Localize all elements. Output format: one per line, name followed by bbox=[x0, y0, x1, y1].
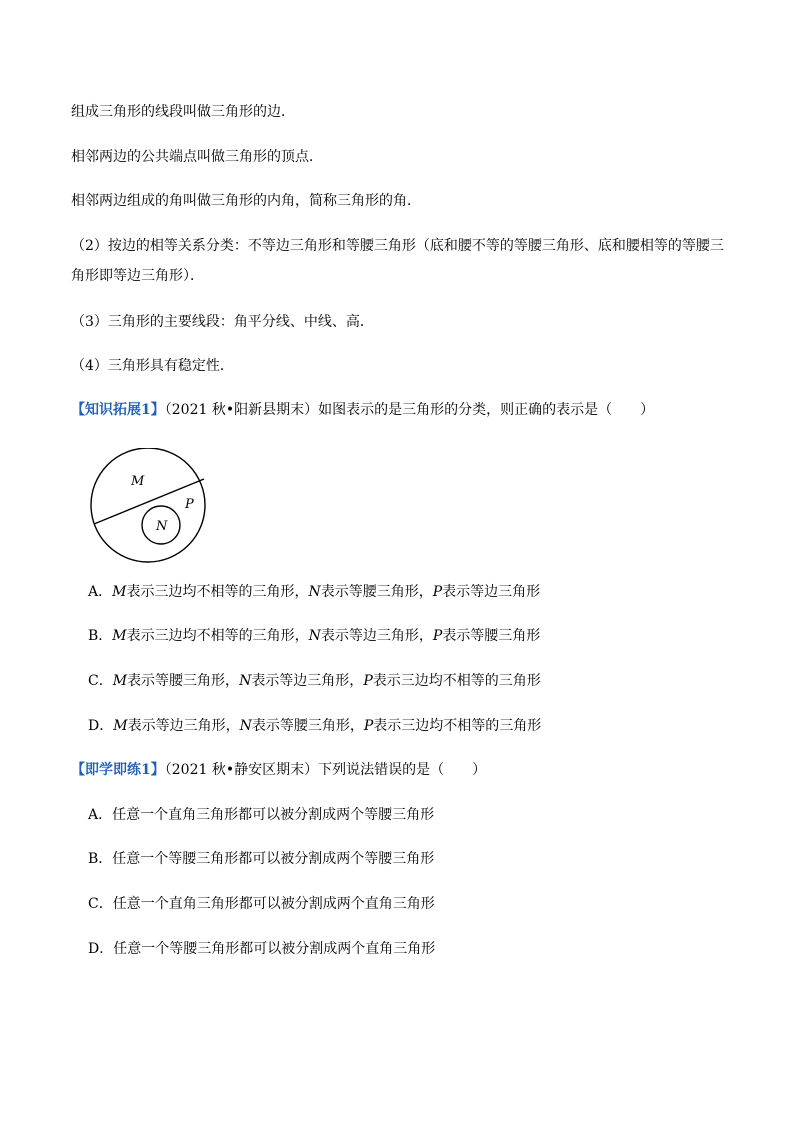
label-m: M bbox=[131, 474, 145, 489]
option-letter: D． bbox=[88, 718, 114, 734]
question-1-option-b[interactable] bbox=[88, 627, 540, 645]
var-m: M bbox=[112, 584, 127, 600]
paragraph-sides: 组成三角形的线段叫做三角形的边． bbox=[71, 104, 295, 120]
question-2-option-c[interactable]: C．任意一个直角三角形都可以被分割成两个直角三角形 bbox=[88, 896, 435, 912]
option-text: 表示等腰三角形， bbox=[251, 718, 364, 734]
var-n: N bbox=[308, 584, 321, 600]
var-m: M bbox=[112, 628, 127, 644]
paragraph-classification: （2）按边的相等关系分类：不等边三角形和等腰三角形（底和腰不等的等腰三角形、底和腰相等的等腰三 bbox=[71, 238, 724, 254]
question-2-stem bbox=[71, 761, 486, 779]
var-p: P bbox=[363, 718, 374, 734]
paragraph-angles: 相邻两边组成的角叫做三角形的内角，简称三角形的角． bbox=[71, 193, 421, 209]
question-2-tag: 【即学即练1】 bbox=[71, 762, 165, 778]
option-text: 表示等边三角形 bbox=[442, 584, 541, 600]
venn-diagram bbox=[88, 448, 212, 563]
paragraph-vertices: 相邻两边的公共端点叫做三角形的顶点． bbox=[71, 149, 323, 165]
option-text: 表示等边三角形， bbox=[127, 718, 240, 734]
question-2-option-a[interactable]: A．任意一个直角三角形都可以被分割成两个等腰三角形 bbox=[88, 807, 435, 823]
var-m: M bbox=[112, 673, 128, 689]
option-text: 表示三边均不相等的三角形， bbox=[126, 584, 309, 600]
option-text: 表示等腰三角形 bbox=[442, 628, 541, 644]
option-text: 表示三边均不相等的三角形 bbox=[373, 718, 542, 734]
question-1-option-c[interactable] bbox=[88, 672, 541, 690]
var-n: N bbox=[308, 628, 321, 644]
question-1-option-d[interactable] bbox=[88, 717, 541, 735]
label-p: P bbox=[185, 497, 194, 512]
option-text: 表示三边均不相等的三角形 bbox=[372, 673, 541, 689]
option-letter: B． bbox=[88, 628, 113, 644]
paragraph-main-segments: （3）三角形的主要线段：角平分线、中线、高． bbox=[71, 314, 374, 330]
question-1-text: （2021 秋•阳新县期末）如图表示的是三角形的分类，则正确的表示是（ ） bbox=[164, 402, 655, 418]
var-n: N bbox=[239, 673, 252, 689]
question-1-stem bbox=[71, 401, 654, 419]
paragraph-stability: （4）三角形具有稳定性． bbox=[71, 358, 234, 374]
var-m: M bbox=[113, 718, 128, 734]
question-2-option-b[interactable]: B．任意一个等腰三角形都可以被分割成两个等腰三角形 bbox=[88, 851, 435, 867]
question-2-option-d[interactable]: D．任意一个等腰三角形都可以被分割成两个直角三角形 bbox=[88, 941, 436, 957]
var-p: P bbox=[432, 584, 443, 600]
label-n: N bbox=[156, 519, 168, 534]
question-1-option-a[interactable] bbox=[88, 583, 540, 601]
var-p: P bbox=[363, 673, 373, 689]
option-text: 表示等腰三角形， bbox=[127, 673, 240, 689]
option-text: 表示等边三角形， bbox=[251, 673, 364, 689]
var-p: P bbox=[432, 628, 443, 644]
question-1-tag: 【知识拓展1】 bbox=[71, 402, 165, 418]
question-2-text: （2021 秋•静安区期末）下列说法错误的是（ ） bbox=[164, 762, 487, 778]
paragraph-classification-cont: 角形即等边三角形）． bbox=[71, 268, 204, 284]
option-text: 表示等边三角形， bbox=[320, 628, 433, 644]
var-n: N bbox=[239, 718, 252, 734]
option-text: 表示等腰三角形， bbox=[320, 584, 433, 600]
option-letter: C． bbox=[88, 673, 113, 689]
option-text: 表示三边均不相等的三角形， bbox=[126, 628, 309, 644]
option-letter: A． bbox=[88, 584, 113, 600]
